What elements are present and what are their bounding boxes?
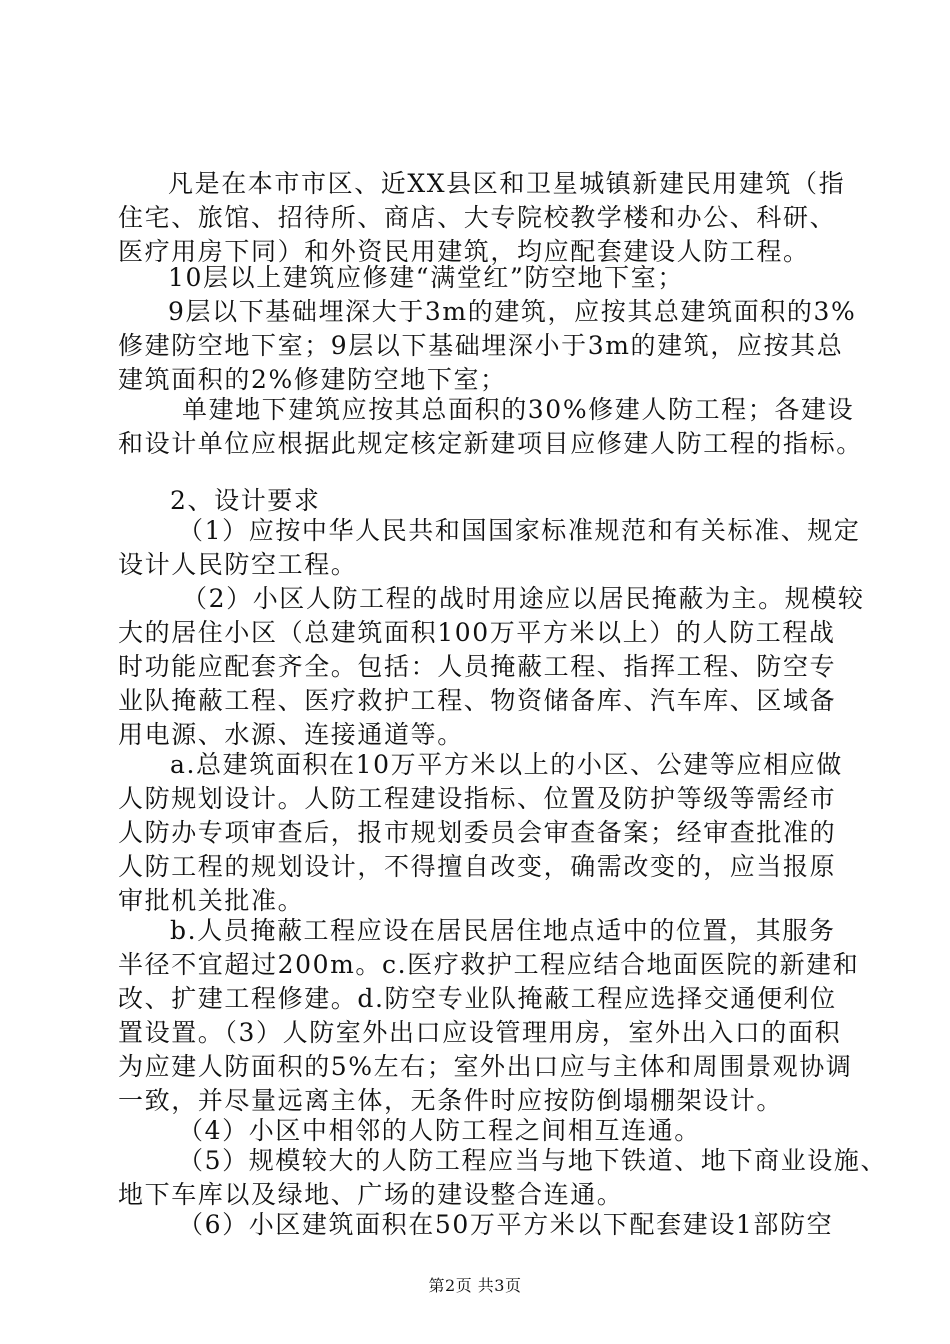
page-footer [0, 1276, 950, 1296]
section-heading: 2、设计要求 [170, 486, 321, 515]
text-line: 医疗用房下同）和外资民用建筑，均应配套建设人防工程。 [118, 237, 810, 266]
text-line: 凡是在本市市区、近XX县区和卫星城镇新建民用建筑（指 [168, 169, 846, 198]
text-line: 改、扩建工程修建。d.防空专业队掩蔽工程应选择交通便利位 [118, 984, 837, 1013]
text-line: 业队掩蔽工程、医疗救护工程、物资储备库、汽车库、区域备 [118, 686, 837, 715]
text-line: b.人员掩蔽工程应设在居民居住地点适中的位置，其服务 [170, 916, 836, 945]
text-line: 单建地下建筑应按其总面积的30%修建人防工程；各建设 [182, 395, 855, 424]
text-line: （6）小区建筑面积在50万平方米以下配套建设1部防空 [178, 1210, 834, 1239]
text-line: （4）小区中相邻的人防工程之间相互连通。 [178, 1116, 701, 1145]
text-line: 为应建人防面积的5%左右；室外出口应与主体和周围景观协调 [118, 1052, 853, 1081]
text-line: （2）小区人防工程的战时用途应以居民掩蔽为主。规模较 [182, 584, 865, 613]
text-line: 建筑面积的2%修建防空地下室； [118, 365, 507, 394]
text-line: 时功能应配套齐全。包括：人员掩蔽工程、指挥工程、防空专 [118, 652, 837, 681]
text-line: 一致，并尽量远离主体，无条件时应按防倒塌棚架设计。 [118, 1086, 784, 1115]
text-line: 住宅、旅馆、招待所、商店、大专院校教学楼和办公、科研、 [118, 203, 837, 232]
text-line: 设计人民防空工程。 [118, 550, 358, 579]
text-line: 人防工程的规划设计，不得擅自改变，确需改变的，应当报原 [118, 852, 837, 881]
text-line: 人防办专项审查后，报市规划委员会审查备案；经审查批准的 [118, 818, 837, 847]
text-line: a.总建筑面积在10万平方米以上的小区、公建等应相应做 [170, 750, 843, 779]
text-line: 人防规划设计。人防工程建设指标、位置及防护等级等需经市 [118, 784, 837, 813]
text-line: 审批机关批准。 [118, 886, 305, 915]
page-indicator: 第2页 共3页 [428, 1276, 522, 1295]
text-line: 置设置。（3）人防室外出口应设管理用房，室外出入口的面积 [118, 1018, 842, 1047]
text-line: 修建防空地下室；9层以下基础埋深小于3m的建筑，应按其总 [118, 331, 844, 360]
text-line: 和设计单位应根据此规定核定新建项目应修建人防工程的指标。 [118, 429, 863, 458]
text-line: 10层以上建筑应修建“满堂红”防空地下室； [168, 263, 684, 292]
text-line: 9层以下基础埋深大于3m的建筑，应按其总建筑面积的3% [168, 297, 857, 326]
text-line: 用电源、水源、连接通道等。 [118, 720, 464, 749]
text-line: （5）规模较大的人防工程应当与地下铁道、地下商业设施、 [178, 1146, 888, 1175]
text-line: 半径不宜超过200m。c.医疗救护工程应结合地面医院的新建和 [118, 950, 860, 979]
text-line: 地下车库以及绿地、广场的建设整合连通。 [118, 1180, 624, 1209]
text-line: （1）应按中华人民共和国国家标准规范和有关标准、规定 [178, 516, 861, 545]
text-line: 大的居住小区（总建筑面积100万平方米以上）的人防工程战 [118, 618, 836, 647]
